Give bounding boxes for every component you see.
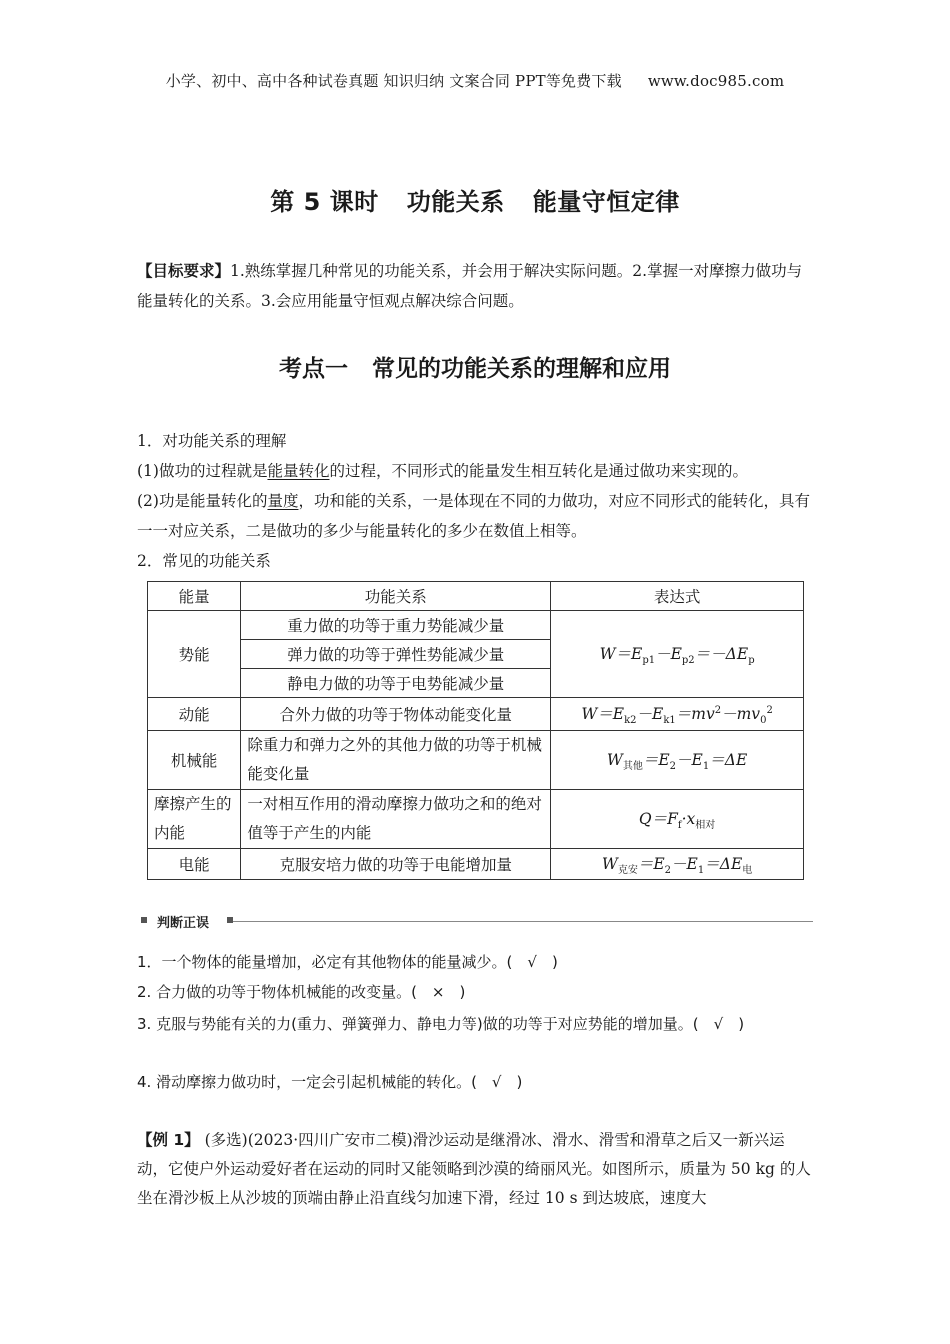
energy-type-cell: 势能 [148, 611, 241, 698]
title-lesson-number: 第 5 课时 [270, 188, 379, 216]
formula-cell: $W=E_{p1}-E_{p2}=-\Delta E_p$ [551, 611, 804, 698]
p1-post: 的过程，不同形式的能量发生相互转化是通过做功来实现的。 [329, 462, 748, 480]
header-text: 小学、初中、高中各种试卷真题 知识归纳 文案合同 PPT等免费下载 [165, 72, 622, 90]
title-topic-1: 功能关系 [406, 188, 505, 216]
point1-heading: 1．对功能关系的理解 [137, 432, 287, 450]
square-bullet-icon [141, 917, 147, 923]
divider-line [233, 921, 813, 922]
formula-cell: $Q=F_f\cdot x_{相对}$ [551, 790, 804, 849]
table-header-cell: 表达式 [551, 582, 804, 611]
point1-para2 [137, 486, 813, 546]
relation-cell: 克服安培力做的功等于电能增加量 [241, 849, 551, 880]
section-title [0, 350, 950, 383]
title-topic-2: 能量守恒定律 [532, 188, 680, 216]
p1-underline: 能量转化 [267, 462, 330, 480]
example-text: (多选)(2023·四川广安市二模)滑沙运动是继滑冰、滑水、滑雪和滑草之后又一新兴运动，它使户外运动爱好者在运动的同时又能领略到沙漠的绮丽风光。如图所示，质量为 50 kg 的人坐在滑沙板上从沙坡的顶端由静止沿直线匀加速下滑，经过 10 s 到达坡底，速度大 [137, 1131, 811, 1207]
table-row [148, 698, 804, 731]
header-site: www.doc985.com [647, 72, 785, 90]
goal-text: 1.熟练掌握几种常见的功能关系，并会用于解决实际问题。2.掌握一对摩擦力做功与能量转化的关系。3.会应用能量守恒观点解决综合问题。 [137, 262, 803, 310]
table-row [148, 611, 804, 640]
function-energy-table [147, 581, 804, 880]
judge-title: 判断正误 [153, 912, 213, 931]
example-1 [137, 1126, 813, 1213]
p1-pre: (1)做功的过程就是 [137, 462, 268, 480]
energy-type-cell: 机械能 [148, 731, 241, 790]
p2-pre: (2)功是能量转化的 [137, 492, 268, 510]
square-bullet-icon [227, 917, 233, 923]
table-header-row [148, 582, 804, 611]
lesson-title [0, 182, 950, 217]
p2-post: ，功和能的关系，一是体现在不同的力做功，对应不同形式的能转化，具有一一对应关系，二是做功的多少与能量转化的多少在数值上相等。 [137, 492, 810, 540]
judge-item: 4. 滑动摩擦力做功时，一定会引起机械能的转化。( √ ) [137, 1073, 523, 1091]
goal-label: 【目标要求】 [137, 262, 231, 280]
table-row [148, 849, 804, 880]
energy-type-cell: 动能 [148, 698, 241, 731]
energy-type-cell: 摩擦产生的内能 [148, 790, 241, 849]
table-header-cell: 功能关系 [241, 582, 551, 611]
relation-cell: 除重力和弹力之外的其他力做的功等于机械能变化量 [241, 731, 551, 790]
formula-cell: $W=E_{k2}-E_{k1}=mv^2-mv_0^2$ [551, 698, 804, 731]
example-tag: 【例 1】 [137, 1131, 200, 1149]
relation-cell: 重力做的功等于重力势能减少量 [241, 611, 551, 640]
section-name: 常见的功能关系的理解和应用 [372, 356, 671, 382]
point2-heading: 2．常见的功能关系 [137, 552, 271, 570]
judge-item: 2. 合力做的功等于物体机械能的改变量。( × ) [137, 983, 466, 1001]
relation-cell: 一对相互作用的滑动摩擦力做功之和的绝对值等于产生的内能 [241, 790, 551, 849]
page-header [0, 70, 950, 91]
goal-requirements [137, 256, 813, 316]
judge-item: 3. 克服与势能有关的力(重力、弹簧弹力、静电力等)做的功等于对应势能的增加量。( √ ) [137, 1015, 745, 1033]
table-header-cell: 能量 [148, 582, 241, 611]
table-row [148, 790, 804, 849]
formula-cell: $W_{克安}=E_2-E_1=\Delta E_电$ [551, 849, 804, 880]
energy-type-cell: 电能 [148, 849, 241, 880]
p2-underline: 量度 [267, 492, 299, 510]
relation-cell: 弹力做的功等于弹性势能减少量 [241, 640, 551, 669]
judge-section-header [137, 912, 813, 932]
relation-cell: 静电力做的功等于电势能减少量 [241, 669, 551, 698]
judge-item: 1．一个物体的能量增加，必定有其他物体的能量减少。( √ ) [137, 953, 558, 971]
point1-para1 [137, 456, 813, 486]
formula-cell: $W_{其他}=E_2-E_1=\Delta E$ [551, 731, 804, 790]
relation-cell: 合外力做的功等于物体动能变化量 [241, 698, 551, 731]
table-row [148, 731, 804, 790]
section-number: 考点一 [279, 356, 348, 382]
